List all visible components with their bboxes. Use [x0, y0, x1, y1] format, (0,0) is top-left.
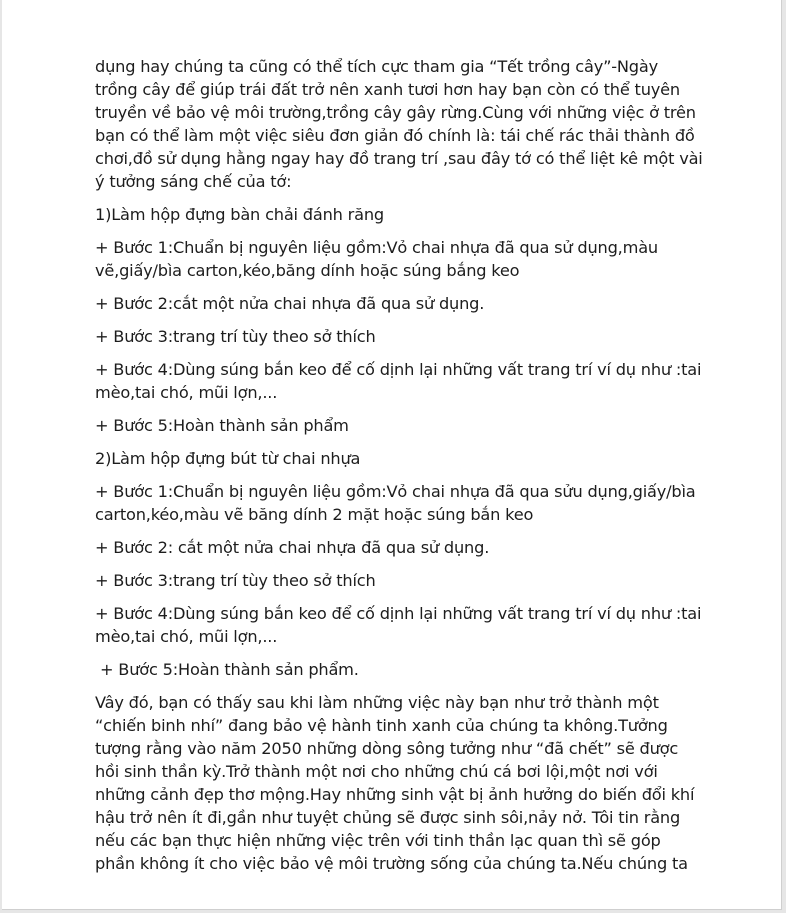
step-paragraph: + Bước 3:trang trí tùy theo sở thích — [95, 327, 376, 346]
step-paragraph: + Bước 5:Hoàn thành sản phẩm. — [100, 660, 359, 679]
step-paragraph: + Bước 1:Chuẩn bị nguyên liệu gồm:Vỏ chai nhựa đã qua sửu dụng,giấy/bìa carton,kéo,màu vẽ băng dính 2 mặt hoặc súng bắn keo — [95, 482, 696, 524]
conclusion-paragraph: Vây đó, bạn có thấy sau khi làm những việc này bạn như trở thành một “chiến binh nhí” đang bảo vệ hành tinh xanh của chúng ta không.Tưởng tượng rằng vào năm 2050 những dòng sông tưởng như “đã chết” sẽ được hồi sinh thần kỳ.Trở thành một nơi cho những chú cá bơi lội,một nơi với những cảnh đẹp thơ mộng.Hay những sinh vật bị ảnh hưởng do biến đổi khí hậu trở nên ít đi,gần như tuyệt chủng sẽ được sinh sôi,nảy nở. Tôi tin rằng nếu các bạn thực hiện những việc trên với tinh thần lạc quan thì sẽ góp phần không ít cho việc bảo vệ môi trường sống của chúng ta.Nếu chúng ta — [95, 693, 695, 873]
step-paragraph: + Bước 4:Dùng súng bắn keo để cố dịnh lại những vất trang trí ví dụ như :tai mèo,tai chó, mũi lợn,... — [95, 360, 702, 402]
section-heading-pen-holder: 2)Làm hộp đựng bút từ chai nhựa — [95, 449, 361, 468]
section-heading-toothbrush-holder: 1)Làm hộp đựng bàn chải đánh răng — [95, 205, 384, 224]
step-paragraph: + Bước 3:trang trí tùy theo sở thích — [95, 571, 376, 590]
document-body — [95, 55, 705, 885]
step-paragraph: + Bước 1:Chuẩn bị nguyên liệu gồm:Vỏ chai nhựa đã qua sử dụng,màu vẽ,giấy/bìa carton,kéo,băng dính hoặc súng bắng keo — [95, 238, 658, 280]
step-paragraph: + Bước 2:cắt một nửa chai nhựa đã qua sử dụng. — [95, 294, 485, 313]
intro-paragraph: dụng hay chúng ta cũng có thể tích cực tham gia “Tết trồng cây”-Ngày trồng cây để giúp trái đất trở nên xanh tươi hơn hay bạn còn có thể tuyên truyền về bảo vệ môi trường,trồng cây gây rừng.Cùng với những việc ở trên bạn có thể làm một việc siêu đơn giản đó chính là: tái chế rác thải thành đồ chơi,đồ sử dụng hằng ngay hay đồ trang trí ,sau đây tớ có thể liệt kê một vài ý tưởng sáng chế của tớ: — [95, 57, 703, 191]
step-paragraph: + Bước 5:Hoàn thành sản phẩm — [95, 416, 349, 435]
document-page — [2, 0, 782, 910]
step-paragraph: + Bước 4:Dùng súng bắn keo để cố dịnh lại những vất trang trí ví dụ như :tai mèo,tai chó, mũi lợn,... — [95, 604, 702, 646]
step-paragraph: + Bước 2: cắt một nửa chai nhựa đã qua sử dụng. — [95, 538, 490, 557]
